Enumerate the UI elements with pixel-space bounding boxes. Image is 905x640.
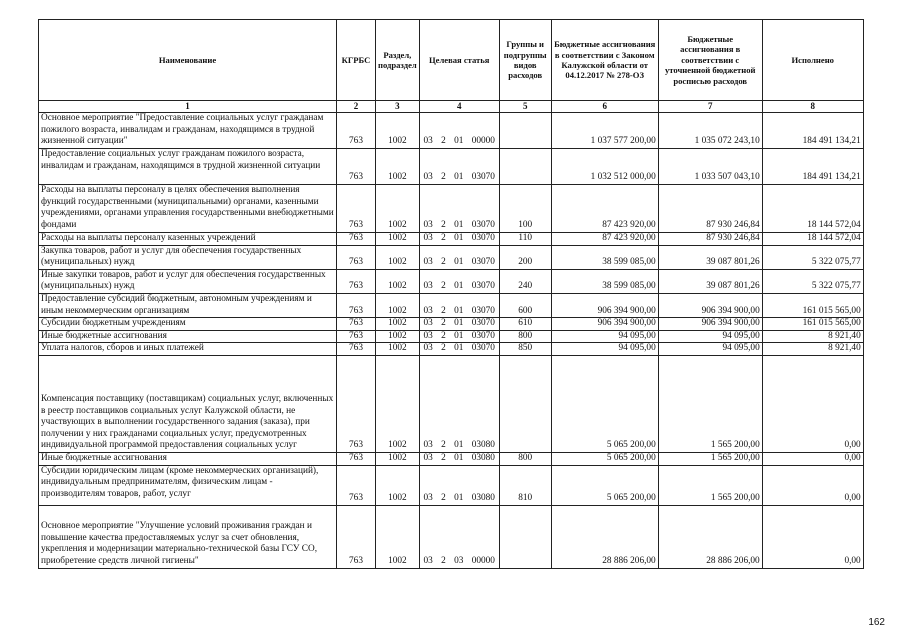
row-name: Расходы на выплаты персоналу казенных учреждений [39, 233, 337, 246]
row-target: 03 2 01 03070 [419, 269, 499, 293]
row-refined-allocation: 1 035 072 243,10 [658, 113, 762, 149]
row-law-allocation: 5 065 200,00 [551, 355, 658, 452]
row-target: 03 2 01 03070 [419, 185, 499, 233]
header-section: Раздел, подраздел [376, 20, 420, 101]
row-executed: 161 015 565,00 [762, 318, 863, 331]
row-law-allocation: 28 886 206,00 [551, 505, 658, 568]
row-law-allocation: 1 037 577 200,00 [551, 113, 658, 149]
row-section: 1002 [376, 465, 420, 505]
column-number: 6 [551, 101, 658, 113]
row-kgrbs: 763 [337, 233, 376, 246]
row-target: 03 2 01 03070 [419, 318, 499, 331]
row-executed: 161 015 565,00 [762, 293, 863, 317]
row-law-allocation: 94 095,00 [551, 343, 658, 356]
table-row [39, 245, 864, 269]
row-target: 03 2 01 03070 [419, 330, 499, 343]
row-law-allocation: 5 065 200,00 [551, 465, 658, 505]
row-law-allocation: 87 423 920,00 [551, 233, 658, 246]
row-group: 810 [499, 465, 551, 505]
table-row [39, 149, 864, 185]
row-kgrbs: 763 [337, 113, 376, 149]
row-group: 600 [499, 293, 551, 317]
row-kgrbs: 763 [337, 318, 376, 331]
row-name: Иные бюджетные ассигнования [39, 330, 337, 343]
row-name: Иные бюджетные ассигнования [39, 452, 337, 465]
row-refined-allocation: 906 394 900,00 [658, 293, 762, 317]
row-law-allocation: 5 065 200,00 [551, 452, 658, 465]
header-kgrbs: КГРБС [337, 20, 376, 101]
row-target: 03 2 01 03080 [419, 452, 499, 465]
row-section: 1002 [376, 355, 420, 452]
row-kgrbs: 763 [337, 330, 376, 343]
header-row [39, 20, 864, 101]
row-law-allocation: 1 032 512 000,00 [551, 149, 658, 185]
row-kgrbs: 763 [337, 452, 376, 465]
row-refined-allocation: 1 565 200,00 [658, 452, 762, 465]
row-refined-allocation: 39 087 801,26 [658, 245, 762, 269]
row-refined-allocation: 87 930 246,84 [658, 185, 762, 233]
row-target: 03 2 03 00000 [419, 505, 499, 568]
row-executed: 0,00 [762, 355, 863, 452]
row-name: Предоставление субсидий бюджетным, автономным учреждениям и иным некоммерческим организациям [39, 293, 337, 317]
header-name: Наименование [39, 20, 337, 101]
row-kgrbs: 763 [337, 185, 376, 233]
row-name: Основное мероприятие "Предоставление социальных услуг гражданам пожилого возраста, инвалидам и гражданам, находящимся в трудной жизненной ситуации" [39, 113, 337, 149]
row-section: 1002 [376, 269, 420, 293]
row-executed: 0,00 [762, 505, 863, 568]
column-number: 3 [376, 101, 420, 113]
page-number: 162 [868, 617, 885, 628]
table-row [39, 330, 864, 343]
row-group: 850 [499, 343, 551, 356]
row-law-allocation: 38 599 085,00 [551, 269, 658, 293]
row-target: 03 2 01 00000 [419, 113, 499, 149]
header-executed: Исполнено [762, 20, 863, 101]
row-kgrbs: 763 [337, 269, 376, 293]
row-refined-allocation: 28 886 206,00 [658, 505, 762, 568]
row-section: 1002 [376, 233, 420, 246]
row-section: 1002 [376, 113, 420, 149]
row-refined-allocation: 87 930 246,84 [658, 233, 762, 246]
row-name: Иные закупки товаров, работ и услуг для обеспечения государственных (муниципальных) нужд [39, 269, 337, 293]
column-number: 8 [762, 101, 863, 113]
row-section: 1002 [376, 318, 420, 331]
row-executed: 5 322 075,77 [762, 245, 863, 269]
header-target: Целевая статья [419, 20, 499, 101]
row-name: Субсидии юридическим лицам (кроме некоммерческих организаций), индивидуальным предпринимателям, физическим лицам - производителям товаров, работ, услуг [39, 465, 337, 505]
row-group: 200 [499, 245, 551, 269]
row-target: 03 2 01 03070 [419, 343, 499, 356]
row-executed: 8 921,40 [762, 343, 863, 356]
row-section: 1002 [376, 149, 420, 185]
row-group: 800 [499, 330, 551, 343]
row-law-allocation: 94 095,00 [551, 330, 658, 343]
row-law-allocation: 87 423 920,00 [551, 185, 658, 233]
column-number: 7 [658, 101, 762, 113]
table-row [39, 505, 864, 568]
header-law-allocation: Бюджетные ассигнования в соответствии с Законом Калужской области от 04.12.2017 № 278-ОЗ [551, 20, 658, 101]
table-row [39, 452, 864, 465]
table-row [39, 465, 864, 505]
row-kgrbs: 763 [337, 465, 376, 505]
row-kgrbs: 763 [337, 505, 376, 568]
row-refined-allocation: 39 087 801,26 [658, 269, 762, 293]
row-refined-allocation: 94 095,00 [658, 330, 762, 343]
table-row [39, 318, 864, 331]
row-kgrbs: 763 [337, 355, 376, 452]
budget-table [38, 19, 864, 569]
row-group [499, 113, 551, 149]
row-kgrbs: 763 [337, 293, 376, 317]
row-target: 03 2 01 03070 [419, 293, 499, 317]
row-name: Предоставление социальных услуг гражданам пожилого возраста, инвалидам и гражданам, находящимся в трудной жизненной ситуации [39, 149, 337, 185]
row-group [499, 355, 551, 452]
row-section: 1002 [376, 293, 420, 317]
row-refined-allocation: 94 095,00 [658, 343, 762, 356]
row-target: 03 2 01 03070 [419, 149, 499, 185]
table-row [39, 269, 864, 293]
row-refined-allocation: 1 565 200,00 [658, 465, 762, 505]
row-law-allocation: 906 394 900,00 [551, 318, 658, 331]
row-executed: 184 491 134,21 [762, 149, 863, 185]
column-number: 1 [39, 101, 337, 113]
row-group: 240 [499, 269, 551, 293]
row-section: 1002 [376, 505, 420, 568]
row-executed: 184 491 134,21 [762, 113, 863, 149]
row-law-allocation: 906 394 900,00 [551, 293, 658, 317]
row-group: 110 [499, 233, 551, 246]
row-section: 1002 [376, 452, 420, 465]
row-executed: 0,00 [762, 465, 863, 505]
row-name: Расходы на выплаты персоналу в целях обеспечения выполнения функций государственными (муниципальными) органами, казенными учреждениями, органами управления государственными внебюджетными фондами [39, 185, 337, 233]
table-row [39, 233, 864, 246]
column-number: 2 [337, 101, 376, 113]
row-executed: 8 921,40 [762, 330, 863, 343]
row-group: 800 [499, 452, 551, 465]
row-section: 1002 [376, 343, 420, 356]
column-number: 5 [499, 101, 551, 113]
table-row [39, 355, 864, 452]
row-name: Компенсация поставщику (поставщикам) социальных услуг, включенных в реестр поставщиков социальных услуг Калужской области, не участвующих в выполнении государственного задания (заказа), при получении у них гражданами социальных услуг, предусмотренных индивидуальной программой предоставления социальных услуг [39, 355, 337, 452]
row-kgrbs: 763 [337, 343, 376, 356]
row-name: Основное мероприятие "Улучшение условий проживания граждан и повышение качества предоставляемых услуг за счет обновления, укрепления и модернизации материально-технической базы ГСУ СО, приобретение средств личной гигиены" [39, 505, 337, 568]
row-target: 03 2 01 03070 [419, 233, 499, 246]
row-executed: 18 144 572,04 [762, 185, 863, 233]
row-group: 100 [499, 185, 551, 233]
row-kgrbs: 763 [337, 149, 376, 185]
row-target: 03 2 01 03070 [419, 245, 499, 269]
row-group [499, 505, 551, 568]
header-refined-allocation: Бюджетные ассигнования в соответствии с уточненной бюджетной росписью расходов [658, 20, 762, 101]
row-target: 03 2 01 03080 [419, 355, 499, 452]
row-kgrbs: 763 [337, 245, 376, 269]
row-name: Субсидии бюджетным учреждениям [39, 318, 337, 331]
row-executed: 18 144 572,04 [762, 233, 863, 246]
row-refined-allocation: 1 565 200,00 [658, 355, 762, 452]
row-name: Закупка товаров, работ и услуг для обеспечения государственных (муниципальных) нужд [39, 245, 337, 269]
row-group [499, 149, 551, 185]
row-refined-allocation: 1 033 507 043,10 [658, 149, 762, 185]
row-section: 1002 [376, 245, 420, 269]
header-group: Группы и подгруппы видов расходов [499, 20, 551, 101]
row-law-allocation: 38 599 085,00 [551, 245, 658, 269]
row-target: 03 2 01 03080 [419, 465, 499, 505]
row-executed: 0,00 [762, 452, 863, 465]
column-number-row [39, 101, 864, 113]
row-section: 1002 [376, 330, 420, 343]
column-number: 4 [419, 101, 499, 113]
row-executed: 5 322 075,77 [762, 269, 863, 293]
row-section: 1002 [376, 185, 420, 233]
table-row [39, 293, 864, 317]
row-refined-allocation: 906 394 900,00 [658, 318, 762, 331]
table-row [39, 113, 864, 149]
table-row [39, 185, 864, 233]
table-row [39, 343, 864, 356]
row-name: Уплата налогов, сборов и иных платежей [39, 343, 337, 356]
row-group: 610 [499, 318, 551, 331]
